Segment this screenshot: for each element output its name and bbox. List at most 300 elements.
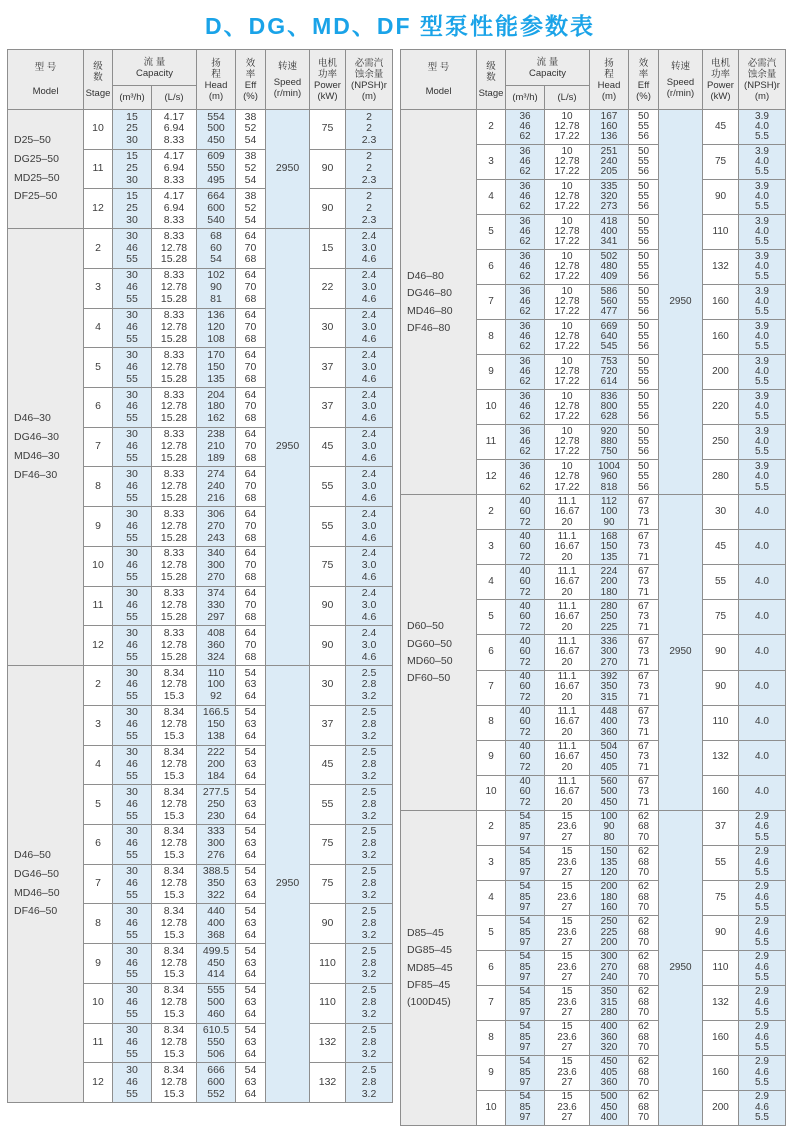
capacity-m3h-cell: 40 60 72 — [506, 740, 545, 775]
power-cell: 15 — [310, 229, 346, 269]
capacity-ls-cell: 15 23.6 27 — [545, 985, 590, 1020]
power-cell: 75 — [703, 145, 739, 180]
npsh-cell: 2.5 2.8 3.2 — [346, 1023, 393, 1063]
power-cell: 90 — [310, 626, 346, 666]
stage-cell: 6 — [477, 635, 506, 670]
capacity-m3h-cell: 30 46 55 — [113, 904, 152, 944]
capacity-m3h-cell: 30 46 55 — [113, 1023, 152, 1063]
col-header-npsh: 必需汽 蚀余量 (NPSH)r (m) — [739, 50, 786, 110]
power-cell: 160 — [703, 1055, 739, 1090]
head-cell: 504 450 405 — [590, 740, 629, 775]
stage-cell: 2 — [477, 810, 506, 845]
head-cell: 280 250 225 — [590, 600, 629, 635]
power-cell: 37 — [310, 388, 346, 428]
capacity-m3h-cell: 36 46 62 — [506, 460, 545, 495]
capacity-m3h-cell: 36 46 62 — [506, 355, 545, 390]
power-cell: 37 — [310, 705, 346, 745]
capacity-ls-cell: 15 23.6 27 — [545, 915, 590, 950]
col-header-speed: 转速 Speed (r/min) — [266, 50, 310, 110]
head-cell: 166.5 150 138 — [197, 705, 236, 745]
npsh-cell: 3.9 4.0 5.5 — [739, 145, 786, 180]
eff-cell: 67 73 71 — [629, 775, 659, 810]
npsh-cell: 2.5 2.8 3.2 — [346, 1063, 393, 1103]
eff-cell: 62 68 70 — [629, 880, 659, 915]
capacity-ls-cell: 8.34 12.78 15.3 — [152, 705, 197, 745]
power-cell: 110 — [310, 944, 346, 984]
power-cell: 45 — [703, 530, 739, 565]
power-cell: 200 — [703, 1090, 739, 1125]
capacity-ls-cell: 8.33 12.78 15.28 — [152, 507, 197, 547]
col-header-speed: 转速 Speed (r/min) — [659, 50, 703, 110]
npsh-cell: 2.5 2.8 3.2 — [346, 745, 393, 785]
stage-cell: 11 — [84, 1023, 113, 1063]
speed-cell: 2950 — [659, 110, 703, 495]
power-cell: 55 — [703, 565, 739, 600]
capacity-ls-cell: 8.33 12.78 15.28 — [152, 388, 197, 428]
capacity-ls-cell: 8.33 12.78 15.28 — [152, 308, 197, 348]
power-cell: 37 — [703, 810, 739, 845]
power-cell: 110 — [310, 983, 346, 1023]
stage-cell: 12 — [84, 626, 113, 666]
power-cell: 30 — [703, 495, 739, 530]
capacity-ls-cell: 8.34 12.78 15.3 — [152, 944, 197, 984]
power-cell: 132 — [703, 985, 739, 1020]
head-cell: 274 240 216 — [197, 467, 236, 507]
eff-cell: 50 55 56 — [629, 460, 659, 495]
power-cell: 55 — [310, 785, 346, 825]
eff-cell: 54 63 64 — [236, 745, 266, 785]
stage-cell: 7 — [84, 864, 113, 904]
head-cell: 136 120 108 — [197, 308, 236, 348]
capacity-ls-cell: 8.33 12.78 15.28 — [152, 626, 197, 666]
stage-cell: 11 — [84, 149, 113, 189]
capacity-ls-cell: 8.33 12.78 15.28 — [152, 268, 197, 308]
npsh-cell: 3.9 4.0 5.5 — [739, 425, 786, 460]
capacity-ls-cell: 8.34 12.78 15.3 — [152, 983, 197, 1023]
col-header-capacity-ls: (L/s) — [545, 86, 590, 110]
npsh-cell: 2 2 2.3 — [346, 110, 393, 150]
capacity-ls-cell: 8.33 12.78 15.28 — [152, 546, 197, 586]
npsh-cell: 4.0 — [739, 635, 786, 670]
col-header-eff: 效 率 Eff (%) — [629, 50, 659, 110]
eff-cell: 38 52 54 — [236, 110, 266, 150]
pump-table-left — [7, 49, 393, 1103]
npsh-cell: 3.9 4.0 5.5 — [739, 355, 786, 390]
power-cell: 160 — [703, 285, 739, 320]
capacity-m3h-cell: 30 46 55 — [113, 268, 152, 308]
capacity-ls-cell: 11.1 16.67 20 — [545, 705, 590, 740]
capacity-m3h-cell: 30 46 55 — [113, 864, 152, 904]
power-cell: 250 — [703, 425, 739, 460]
npsh-cell: 2 2 2.3 — [346, 189, 393, 229]
capacity-m3h-cell: 54 85 97 — [506, 950, 545, 985]
npsh-cell: 2.5 2.8 3.2 — [346, 944, 393, 984]
stage-cell: 6 — [477, 950, 506, 985]
capacity-ls-cell: 11.1 16.67 20 — [545, 495, 590, 530]
stage-cell: 2 — [84, 229, 113, 269]
capacity-m3h-cell: 30 46 55 — [113, 983, 152, 1023]
eff-cell: 67 73 71 — [629, 635, 659, 670]
capacity-m3h-cell: 30 46 55 — [113, 507, 152, 547]
power-cell: 200 — [703, 355, 739, 390]
head-cell: 222 200 184 — [197, 745, 236, 785]
capacity-ls-cell: 11.1 16.67 20 — [545, 600, 590, 635]
stage-cell: 5 — [477, 600, 506, 635]
npsh-cell: 2.9 4.6 5.5 — [739, 845, 786, 880]
stage-cell: 4 — [477, 880, 506, 915]
head-cell: 920 880 750 — [590, 425, 629, 460]
speed-cell: 2950 — [266, 666, 310, 1103]
power-cell: 75 — [703, 880, 739, 915]
stage-row — [8, 110, 393, 150]
npsh-cell: 2 2 2.3 — [346, 149, 393, 189]
npsh-cell: 2.4 3.0 4.6 — [346, 507, 393, 547]
col-header-stage: 级 数 Stage — [477, 50, 506, 110]
capacity-m3h-cell: 40 60 72 — [506, 530, 545, 565]
capacity-ls-cell: 15 23.6 27 — [545, 1055, 590, 1090]
capacity-ls-cell: 11.1 16.67 20 — [545, 670, 590, 705]
power-cell: 45 — [310, 745, 346, 785]
capacity-m3h-cell: 15 25 30 — [113, 110, 152, 150]
power-cell: 75 — [310, 546, 346, 586]
npsh-cell: 2.4 3.0 4.6 — [346, 348, 393, 388]
capacity-m3h-cell: 30 46 55 — [113, 824, 152, 864]
capacity-ls-cell: 8.34 12.78 15.3 — [152, 824, 197, 864]
eff-cell: 67 73 71 — [629, 705, 659, 740]
stage-row — [401, 810, 786, 845]
power-cell: 55 — [310, 467, 346, 507]
power-cell: 55 — [703, 845, 739, 880]
stage-cell: 5 — [477, 215, 506, 250]
npsh-cell: 4.0 — [739, 565, 786, 600]
npsh-cell: 2.4 3.0 4.6 — [346, 427, 393, 467]
power-cell: 90 — [310, 189, 346, 229]
power-cell: 75 — [310, 864, 346, 904]
speed-cell: 2950 — [659, 495, 703, 810]
npsh-cell: 2.5 2.8 3.2 — [346, 904, 393, 944]
head-cell: 586 560 477 — [590, 285, 629, 320]
capacity-m3h-cell: 30 46 55 — [113, 427, 152, 467]
capacity-m3h-cell: 40 60 72 — [506, 705, 545, 740]
col-header-capacity: 流 量 Capacity — [113, 50, 197, 86]
capacity-m3h-cell: 30 46 55 — [113, 745, 152, 785]
col-header-capacity-m3h: (m³/h) — [506, 86, 545, 110]
npsh-cell: 3.9 4.0 5.5 — [739, 180, 786, 215]
stage-cell: 4 — [477, 180, 506, 215]
pump-table-right — [400, 49, 786, 1126]
col-header-capacity-m3h: (m³/h) — [113, 86, 152, 110]
col-header-stage: 级 数 Stage — [84, 50, 113, 110]
npsh-cell: 2.5 2.8 3.2 — [346, 983, 393, 1023]
page — [7, 8, 793, 1126]
capacity-m3h-cell: 36 46 62 — [506, 250, 545, 285]
eff-cell: 64 70 68 — [236, 268, 266, 308]
capacity-m3h-cell: 36 46 62 — [506, 145, 545, 180]
npsh-cell: 4.0 — [739, 705, 786, 740]
npsh-cell: 3.9 4.0 5.5 — [739, 390, 786, 425]
stage-cell: 8 — [477, 320, 506, 355]
npsh-cell: 3.9 4.0 5.5 — [739, 110, 786, 145]
table-body-left — [8, 110, 393, 1103]
stage-cell: 9 — [477, 355, 506, 390]
capacity-ls-cell: 10 12.78 17.22 — [545, 460, 590, 495]
capacity-m3h-cell: 40 60 72 — [506, 670, 545, 705]
stage-cell: 6 — [477, 250, 506, 285]
npsh-cell: 2.4 3.0 4.6 — [346, 388, 393, 428]
stage-cell: 2 — [84, 666, 113, 706]
head-cell: 440 400 368 — [197, 904, 236, 944]
power-cell: 75 — [310, 824, 346, 864]
stage-cell: 7 — [477, 670, 506, 705]
capacity-ls-cell: 10 12.78 17.22 — [545, 110, 590, 145]
eff-cell: 64 70 68 — [236, 427, 266, 467]
stage-cell: 10 — [477, 390, 506, 425]
npsh-cell: 2.4 3.0 4.6 — [346, 229, 393, 269]
eff-cell: 50 55 56 — [629, 110, 659, 145]
capacity-m3h-cell: 54 85 97 — [506, 1090, 545, 1125]
npsh-cell: 3.9 4.0 5.5 — [739, 285, 786, 320]
head-cell: 502 480 409 — [590, 250, 629, 285]
head-cell: 836 800 628 — [590, 390, 629, 425]
power-cell: 132 — [310, 1063, 346, 1103]
power-cell: 110 — [703, 950, 739, 985]
head-cell: 200 180 160 — [590, 880, 629, 915]
stage-cell: 2 — [477, 110, 506, 145]
model-cell: D60–50 DG60–50 MD60–50 DF60–50 — [401, 495, 477, 810]
head-cell: 388.5 350 322 — [197, 864, 236, 904]
npsh-cell: 2.4 3.0 4.6 — [346, 467, 393, 507]
npsh-cell: 3.9 4.0 5.5 — [739, 215, 786, 250]
head-cell: 418 400 341 — [590, 215, 629, 250]
stage-cell: 8 — [84, 904, 113, 944]
power-cell: 160 — [703, 320, 739, 355]
head-cell: 277.5 250 230 — [197, 785, 236, 825]
stage-cell: 4 — [84, 308, 113, 348]
capacity-ls-cell: 10 12.78 17.22 — [545, 145, 590, 180]
col-header-npsh: 必需汽 蚀余量 (NPSH)r (m) — [346, 50, 393, 110]
eff-cell: 54 63 64 — [236, 864, 266, 904]
power-cell: 55 — [310, 507, 346, 547]
stage-cell: 4 — [84, 745, 113, 785]
head-cell: 100 90 80 — [590, 810, 629, 845]
model-cell: D46–30 DG46–30 MD46–30 DF46–30 — [8, 229, 84, 666]
capacity-ls-cell: 10 12.78 17.22 — [545, 320, 590, 355]
npsh-cell: 4.0 — [739, 775, 786, 810]
head-cell: 609 550 495 — [197, 149, 236, 189]
capacity-m3h-cell: 40 60 72 — [506, 495, 545, 530]
npsh-cell: 3.9 4.0 5.5 — [739, 320, 786, 355]
eff-cell: 62 68 70 — [629, 810, 659, 845]
eff-cell: 67 73 71 — [629, 530, 659, 565]
capacity-m3h-cell: 36 46 62 — [506, 110, 545, 145]
eff-cell: 38 52 54 — [236, 149, 266, 189]
head-cell: 666 600 552 — [197, 1063, 236, 1103]
capacity-m3h-cell: 54 85 97 — [506, 845, 545, 880]
eff-cell: 64 70 68 — [236, 229, 266, 269]
npsh-cell: 2.9 4.6 5.5 — [739, 1055, 786, 1090]
head-cell: 204 180 162 — [197, 388, 236, 428]
capacity-ls-cell: 11.1 16.67 20 — [545, 775, 590, 810]
capacity-ls-cell: 8.34 12.78 15.3 — [152, 785, 197, 825]
eff-cell: 67 73 71 — [629, 495, 659, 530]
power-cell: 30 — [310, 666, 346, 706]
capacity-m3h-cell: 30 46 55 — [113, 626, 152, 666]
stage-row — [401, 495, 786, 530]
npsh-cell: 2.9 4.6 5.5 — [739, 985, 786, 1020]
stage-cell: 7 — [477, 285, 506, 320]
power-cell: 45 — [310, 427, 346, 467]
capacity-m3h-cell: 30 46 55 — [113, 229, 152, 269]
eff-cell: 54 63 64 — [236, 666, 266, 706]
stage-cell: 9 — [84, 507, 113, 547]
stage-cell: 9 — [477, 1055, 506, 1090]
capacity-m3h-cell: 54 85 97 — [506, 1020, 545, 1055]
capacity-ls-cell: 4.17 6.94 8.33 — [152, 149, 197, 189]
capacity-m3h-cell: 30 46 55 — [113, 388, 152, 428]
eff-cell: 62 68 70 — [629, 1090, 659, 1125]
npsh-cell: 2.9 4.6 5.5 — [739, 1090, 786, 1125]
head-cell: 102 90 81 — [197, 268, 236, 308]
capacity-m3h-cell: 54 85 97 — [506, 915, 545, 950]
npsh-cell: 3.9 4.0 5.5 — [739, 250, 786, 285]
head-cell: 224 200 180 — [590, 565, 629, 600]
capacity-ls-cell: 4.17 6.94 8.33 — [152, 110, 197, 150]
col-header-capacity: 流 量 Capacity — [506, 50, 590, 86]
capacity-m3h-cell: 36 46 62 — [506, 285, 545, 320]
eff-cell: 50 55 56 — [629, 250, 659, 285]
head-cell: 400 360 320 — [590, 1020, 629, 1055]
power-cell: 37 — [310, 348, 346, 388]
power-cell: 280 — [703, 460, 739, 495]
head-cell: 110 100 92 — [197, 666, 236, 706]
capacity-ls-cell: 15 23.6 27 — [545, 950, 590, 985]
npsh-cell: 2.9 4.6 5.5 — [739, 880, 786, 915]
eff-cell: 50 55 56 — [629, 285, 659, 320]
eff-cell: 54 63 64 — [236, 904, 266, 944]
capacity-m3h-cell: 36 46 62 — [506, 425, 545, 460]
model-cell: D46–80 DG46–80 MD46–80 DF46–80 — [401, 110, 477, 495]
capacity-ls-cell: 4.17 6.94 8.33 — [152, 189, 197, 229]
capacity-ls-cell: 8.33 12.78 15.28 — [152, 348, 197, 388]
npsh-cell: 2.9 4.6 5.5 — [739, 810, 786, 845]
capacity-m3h-cell: 36 46 62 — [506, 320, 545, 355]
stage-cell: 3 — [84, 268, 113, 308]
capacity-m3h-cell: 40 60 72 — [506, 565, 545, 600]
table-body-right — [401, 110, 786, 1126]
page-title: D、DG、MD、DF 型泵性能参数表 — [205, 13, 595, 39]
head-cell: 669 640 545 — [590, 320, 629, 355]
capacity-m3h-cell: 30 46 55 — [113, 348, 152, 388]
eff-cell: 38 52 54 — [236, 189, 266, 229]
power-cell: 132 — [703, 740, 739, 775]
stage-cell: 3 — [84, 705, 113, 745]
npsh-cell: 2.4 3.0 4.6 — [346, 268, 393, 308]
capacity-m3h-cell: 54 85 97 — [506, 985, 545, 1020]
eff-cell: 64 70 68 — [236, 388, 266, 428]
power-cell: 160 — [703, 775, 739, 810]
head-cell: 499.5 450 414 — [197, 944, 236, 984]
capacity-ls-cell: 10 12.78 17.22 — [545, 425, 590, 460]
stage-cell: 7 — [477, 985, 506, 1020]
capacity-m3h-cell: 40 60 72 — [506, 635, 545, 670]
head-cell: 168 150 135 — [590, 530, 629, 565]
eff-cell: 67 73 71 — [629, 565, 659, 600]
capacity-ls-cell: 10 12.78 17.22 — [545, 250, 590, 285]
eff-cell: 50 55 56 — [629, 425, 659, 460]
col-header-model: 型 号 Model — [401, 50, 477, 110]
stage-cell: 3 — [477, 145, 506, 180]
stage-cell: 2 — [477, 495, 506, 530]
npsh-cell: 2.9 4.6 5.5 — [739, 950, 786, 985]
eff-cell: 50 55 56 — [629, 355, 659, 390]
eff-cell: 67 73 71 — [629, 670, 659, 705]
eff-cell: 64 70 68 — [236, 467, 266, 507]
capacity-ls-cell: 8.33 12.78 15.28 — [152, 467, 197, 507]
npsh-cell: 2.9 4.6 5.5 — [739, 1020, 786, 1055]
stage-cell: 4 — [477, 565, 506, 600]
eff-cell: 64 70 68 — [236, 507, 266, 547]
head-cell: 300 270 240 — [590, 950, 629, 985]
col-header-head: 扬 程 Head (m) — [590, 50, 629, 110]
capacity-ls-cell: 15 23.6 27 — [545, 1090, 590, 1125]
model-cell: D46–50 DG46–50 MD46–50 DF46–50 — [8, 666, 84, 1103]
head-cell: 167 160 136 — [590, 110, 629, 145]
capacity-m3h-cell: 36 46 62 — [506, 180, 545, 215]
npsh-cell: 2.5 2.8 3.2 — [346, 824, 393, 864]
stage-cell: 6 — [84, 388, 113, 428]
capacity-m3h-cell: 40 60 72 — [506, 600, 545, 635]
power-cell: 110 — [703, 705, 739, 740]
stage-cell: 5 — [84, 785, 113, 825]
npsh-cell: 4.0 — [739, 670, 786, 705]
head-cell: 500 450 400 — [590, 1090, 629, 1125]
stage-cell: 12 — [84, 189, 113, 229]
capacity-ls-cell: 8.34 12.78 15.3 — [152, 1063, 197, 1103]
speed-cell: 2950 — [659, 810, 703, 1125]
stage-cell: 10 — [84, 546, 113, 586]
power-cell: 90 — [310, 586, 346, 626]
npsh-cell: 4.0 — [739, 600, 786, 635]
power-cell: 132 — [703, 250, 739, 285]
head-cell: 238 210 189 — [197, 427, 236, 467]
capacity-ls-cell: 10 12.78 17.22 — [545, 390, 590, 425]
head-cell: 150 135 120 — [590, 845, 629, 880]
eff-cell: 67 73 71 — [629, 740, 659, 775]
eff-cell: 64 70 68 — [236, 348, 266, 388]
col-header-power: 电机 功率 Power (kW) — [310, 50, 346, 110]
capacity-m3h-cell: 15 25 30 — [113, 149, 152, 189]
capacity-m3h-cell: 30 46 55 — [113, 586, 152, 626]
eff-cell: 67 73 71 — [629, 600, 659, 635]
table-header-left — [8, 50, 393, 110]
capacity-m3h-cell: 30 46 55 — [113, 666, 152, 706]
eff-cell: 50 55 56 — [629, 390, 659, 425]
eff-cell: 62 68 70 — [629, 950, 659, 985]
col-header-head: 扬 程 Head (m) — [197, 50, 236, 110]
head-cell: 554 500 450 — [197, 110, 236, 150]
head-cell: 170 150 135 — [197, 348, 236, 388]
stage-cell: 10 — [477, 1090, 506, 1125]
capacity-ls-cell: 8.34 12.78 15.3 — [152, 864, 197, 904]
capacity-ls-cell: 11.1 16.67 20 — [545, 740, 590, 775]
npsh-cell: 2.5 2.8 3.2 — [346, 864, 393, 904]
stage-cell: 11 — [84, 586, 113, 626]
npsh-cell: 2.4 3.0 4.6 — [346, 308, 393, 348]
power-cell: 160 — [703, 1020, 739, 1055]
power-cell: 22 — [310, 268, 346, 308]
capacity-ls-cell: 10 12.78 17.22 — [545, 285, 590, 320]
eff-cell: 54 63 64 — [236, 785, 266, 825]
